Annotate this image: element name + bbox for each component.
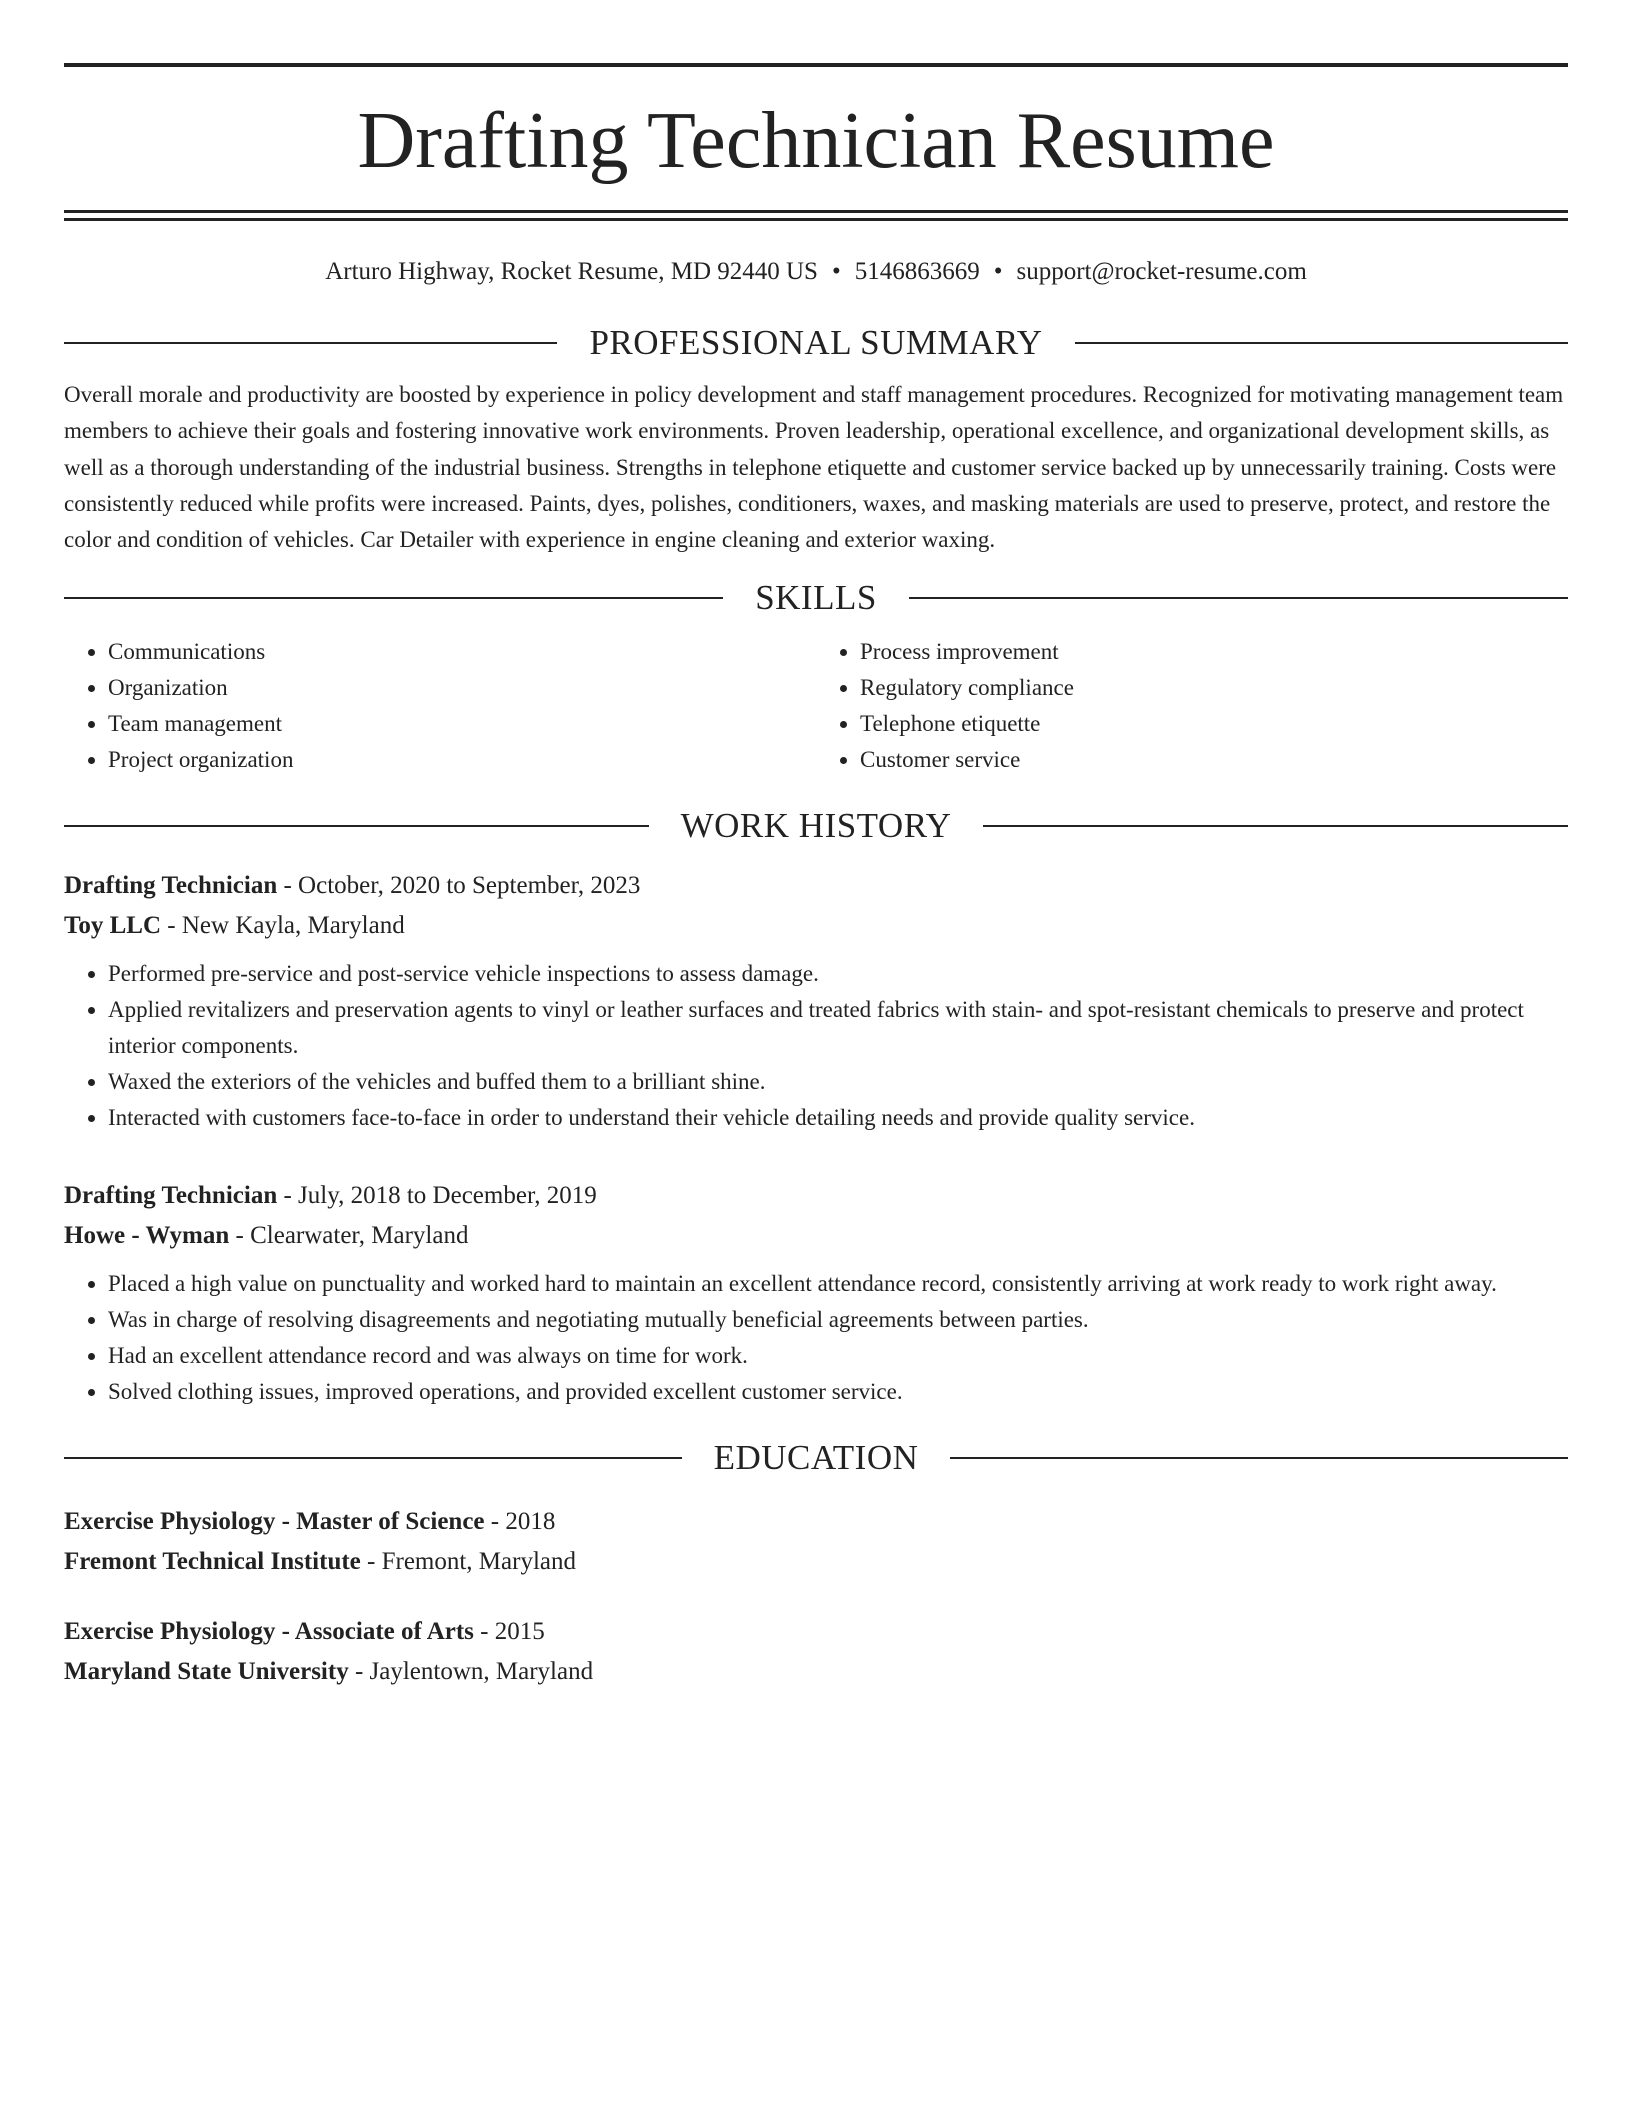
skill-item: • Organization xyxy=(108,670,816,706)
section-header-work-history xyxy=(64,806,1568,846)
job-company: Howe - Wyman xyxy=(64,1222,230,1250)
contact-address: Arturo Highway, Rocket Resume, MD 92440 US xyxy=(325,258,818,285)
job-bullets xyxy=(64,956,1568,1136)
divider-line xyxy=(64,1457,682,1459)
contact-phone: 5146863669 xyxy=(854,258,980,285)
section-header-skills xyxy=(64,578,1568,618)
section-title: WORK HISTORY xyxy=(680,806,952,846)
job-company: Toy LLC xyxy=(64,912,162,940)
job-location: - Clearwater, Maryland xyxy=(229,1222,469,1250)
job-title: Drafting Technician xyxy=(64,1182,278,1210)
skill-item: • Customer service xyxy=(860,742,1568,778)
education-location: - Jaylentown, Maryland xyxy=(348,1658,594,1686)
divider-line xyxy=(64,342,557,344)
job-bullet: • Waxed the exteriors of the vehicles and buffed them to a brilliant shine. xyxy=(108,1064,1568,1100)
education-school-line xyxy=(64,1652,1568,1692)
job-entry xyxy=(64,1176,1568,1410)
skill-item: • Communications xyxy=(108,634,816,670)
job-title: Drafting Technician xyxy=(64,872,278,900)
divider-line xyxy=(983,825,1568,827)
top-rule xyxy=(64,63,1568,67)
skills-column-left xyxy=(64,634,816,778)
summary-paragraph: Overall morale and productivity are boosted by experience in policy development and staff management procedures. Recognized for motivating management team members to achieve their goals and fostering innovative work environments. Proven leadership, operational excellence, and organizational development skills, as well as a thorough understanding of the industrial business. Strengths in telephone etiquette and customer service backed up by unnecessarily training. Costs were consistently reduced while profits were increased. Paints, dyes, polishes, conditioners, waxes, and masking materials are used to preserve, protect, and restore the color and condition of vehicles. Car Detailer with experience in engine cleaning and exterior waxing. xyxy=(64,382,1564,553)
education-degree-line xyxy=(64,1502,1568,1542)
contact-email: support@rocket-resume.com xyxy=(1016,258,1307,285)
job-entry xyxy=(64,866,1568,1136)
section-header-summary xyxy=(64,323,1568,363)
job-bullet: • Applied revitalizers and preservation agents to vinyl or leather surfaces and treated fabrics with stain- and spot-resistant chemicals to preserve and protect interior components. xyxy=(108,992,1568,1064)
education-year: - 2015 xyxy=(473,1618,545,1646)
job-bullet: • Placed a high value on punctuality and worked hard to maintain an excellent attendance record, consistently arriving at work ready to work right away. xyxy=(108,1266,1568,1302)
contact-separator: • xyxy=(993,258,1003,285)
divider-line xyxy=(64,597,723,599)
section-header-education xyxy=(64,1438,1568,1478)
education-school: Maryland State University xyxy=(64,1658,349,1686)
job-bullet: • Solved clothing issues, improved operations, and provided excellent customer service. xyxy=(108,1374,1568,1410)
section-title: PROFESSIONAL SUMMARY xyxy=(589,323,1043,362)
education-degree-line xyxy=(64,1612,1568,1652)
divider-line xyxy=(64,825,649,827)
education-school: Fremont Technical Institute xyxy=(64,1548,361,1576)
education-entry xyxy=(64,1612,1568,1692)
job-dates: - July, 2018 to December, 2019 xyxy=(277,1182,597,1210)
skill-item: • Telephone etiquette xyxy=(860,706,1568,742)
skill-item: • Team management xyxy=(108,706,816,742)
job-bullet: • Had an excellent attendance record and was always on time for work. xyxy=(108,1338,1568,1374)
divider-line xyxy=(950,1457,1568,1459)
job-company-line xyxy=(64,906,1568,946)
education-degree: Exercise Physiology - Associate of Arts xyxy=(64,1618,474,1646)
section-title: EDUCATION xyxy=(713,1438,919,1478)
job-title-line xyxy=(64,1176,1568,1216)
skill-item: • Project organization xyxy=(108,742,816,778)
job-dates: - October, 2020 to September, 2023 xyxy=(277,872,641,900)
job-bullet: • Was in charge of resolving disagreements and negotiating mutually beneficial agreements between parties. xyxy=(108,1302,1568,1338)
skill-item: • Process improvement xyxy=(860,634,1568,670)
education-location: - Fremont, Maryland xyxy=(360,1548,576,1576)
skills-list xyxy=(64,634,1568,778)
education-entry xyxy=(64,1502,1568,1582)
job-title-line xyxy=(64,866,1568,906)
job-bullet: • Interacted with customers face-to-face in order to understand their vehicle detailing needs and provide quality service. xyxy=(108,1100,1568,1136)
education-school-line xyxy=(64,1542,1568,1582)
skill-item: • Regulatory compliance xyxy=(860,670,1568,706)
education-year: - 2018 xyxy=(484,1508,556,1536)
job-bullets xyxy=(64,1266,1568,1410)
skills-column-right xyxy=(816,634,1568,778)
contact-separator: • xyxy=(831,258,841,285)
education-degree: Exercise Physiology - Master of Science xyxy=(64,1508,485,1536)
job-company-line xyxy=(64,1216,1568,1256)
resume-page xyxy=(64,63,1568,1692)
section-title: SKILLS xyxy=(755,578,877,618)
job-location: - New Kayla, Maryland xyxy=(161,912,405,940)
divider-line xyxy=(1075,342,1568,344)
job-bullet: • Performed pre-service and post-service vehicle inspections to assess damage. xyxy=(108,956,1568,992)
contact-line xyxy=(64,257,1568,287)
title-double-rule xyxy=(64,210,1568,221)
divider-line xyxy=(909,597,1568,599)
resume-title: Drafting Technician Resume xyxy=(357,97,1275,185)
